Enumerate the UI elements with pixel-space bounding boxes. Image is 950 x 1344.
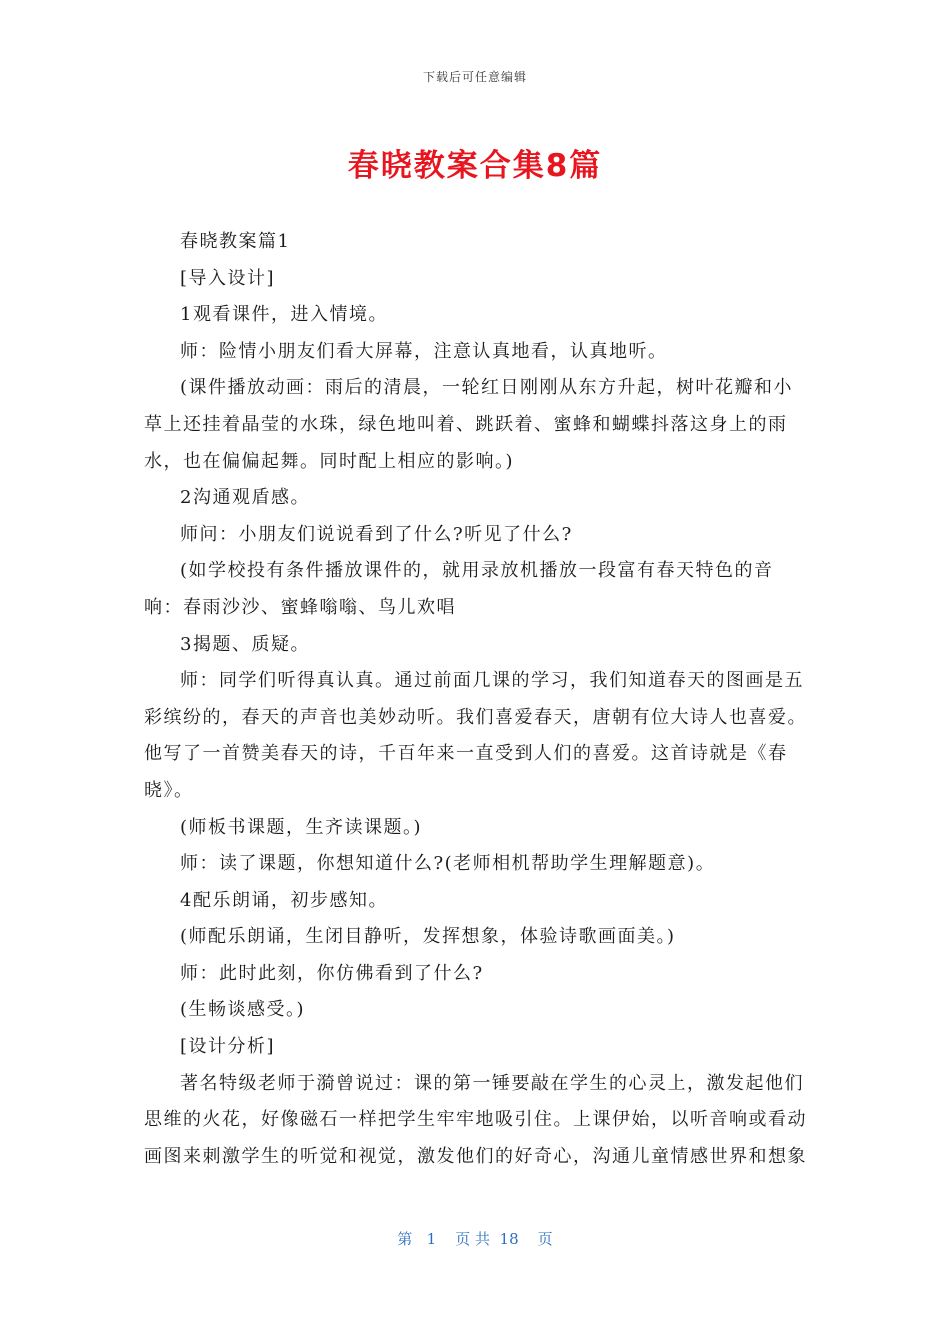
paragraph: 师：读了课题，你想知道什么?(老师相机帮助学生理解题意)。	[180, 853, 716, 875]
paragraph: (课件播放动画：雨后的清晨，一轮红日刚刚从东方升起，树叶花瓣和小草上还挂着晶莹的水珠，绿色地叫着、跳跃着、蜜蜂和蝴蝶抖落这身上的雨水，也在偏偏起舞。同时配上相应的影响。)	[144, 377, 794, 472]
document-title: 春晓教案合集8篇	[347, 148, 603, 184]
paragraph: [导入设计]	[180, 267, 276, 289]
document-body	[144, 224, 808, 1175]
paragraph: (如学校投有条件播放课件的，就用录放机播放一段富有春天特色的音响：春雨沙沙、蜜蜂嗡嗡、鸟儿欢唱	[144, 560, 774, 618]
paragraph: [设计分析]	[180, 1036, 276, 1058]
paragraph: 师：险情小朋友们看大屏幕，注意认真地看，认真地听。	[180, 340, 668, 362]
paragraph: (师配乐朗诵，生闭目静听，发挥想象，体验诗歌画面美。)	[180, 926, 676, 948]
paragraph: 春晓教案篇1	[180, 231, 291, 252]
paragraph: 著名特级老师于漪曾说过：课的第一锤要敲在学生的心灵上，激发起他们思维的火花，好像磁石一样把学生牢牢地吸引住。上课伊始，以听音响或看动画图来刺激学生的听觉和视觉，激发他们的好奇心，沟通儿童情感世界和想象	[144, 1072, 807, 1167]
paragraph: 1观看课件，进入情境。	[180, 304, 388, 326]
header-note: 下载后可任意编辑	[422, 70, 527, 84]
paragraph: 师问：小朋友们说说看到了什么?听见了什么?	[180, 523, 573, 545]
paragraph: (师板书课题，生齐读课题。)	[180, 816, 423, 838]
paragraph: 4配乐朗诵，初步感知。	[180, 889, 388, 911]
page-number-footer: 第 1 页 共 18 页	[397, 1230, 553, 1248]
paragraph: 2沟通观盾感。	[180, 487, 310, 509]
paragraph: 师：此时此刻，你仿佛看到了什么?	[180, 962, 484, 984]
paragraph: 3揭题、质疑。	[180, 633, 310, 655]
paragraph: (生畅谈感受。)	[180, 999, 306, 1021]
paragraph: 师：同学们听得真认真。通过前面几课的学习，我们知道春天的图画是五彩缤纷的，春天的声音也美妙动听。我们喜爱春天，唐朝有位大诗人也喜爱。他写了一首赞美春天的诗，千百年来一直受到人们的喜爱。这首诗就是《春晓》。	[144, 670, 807, 801]
